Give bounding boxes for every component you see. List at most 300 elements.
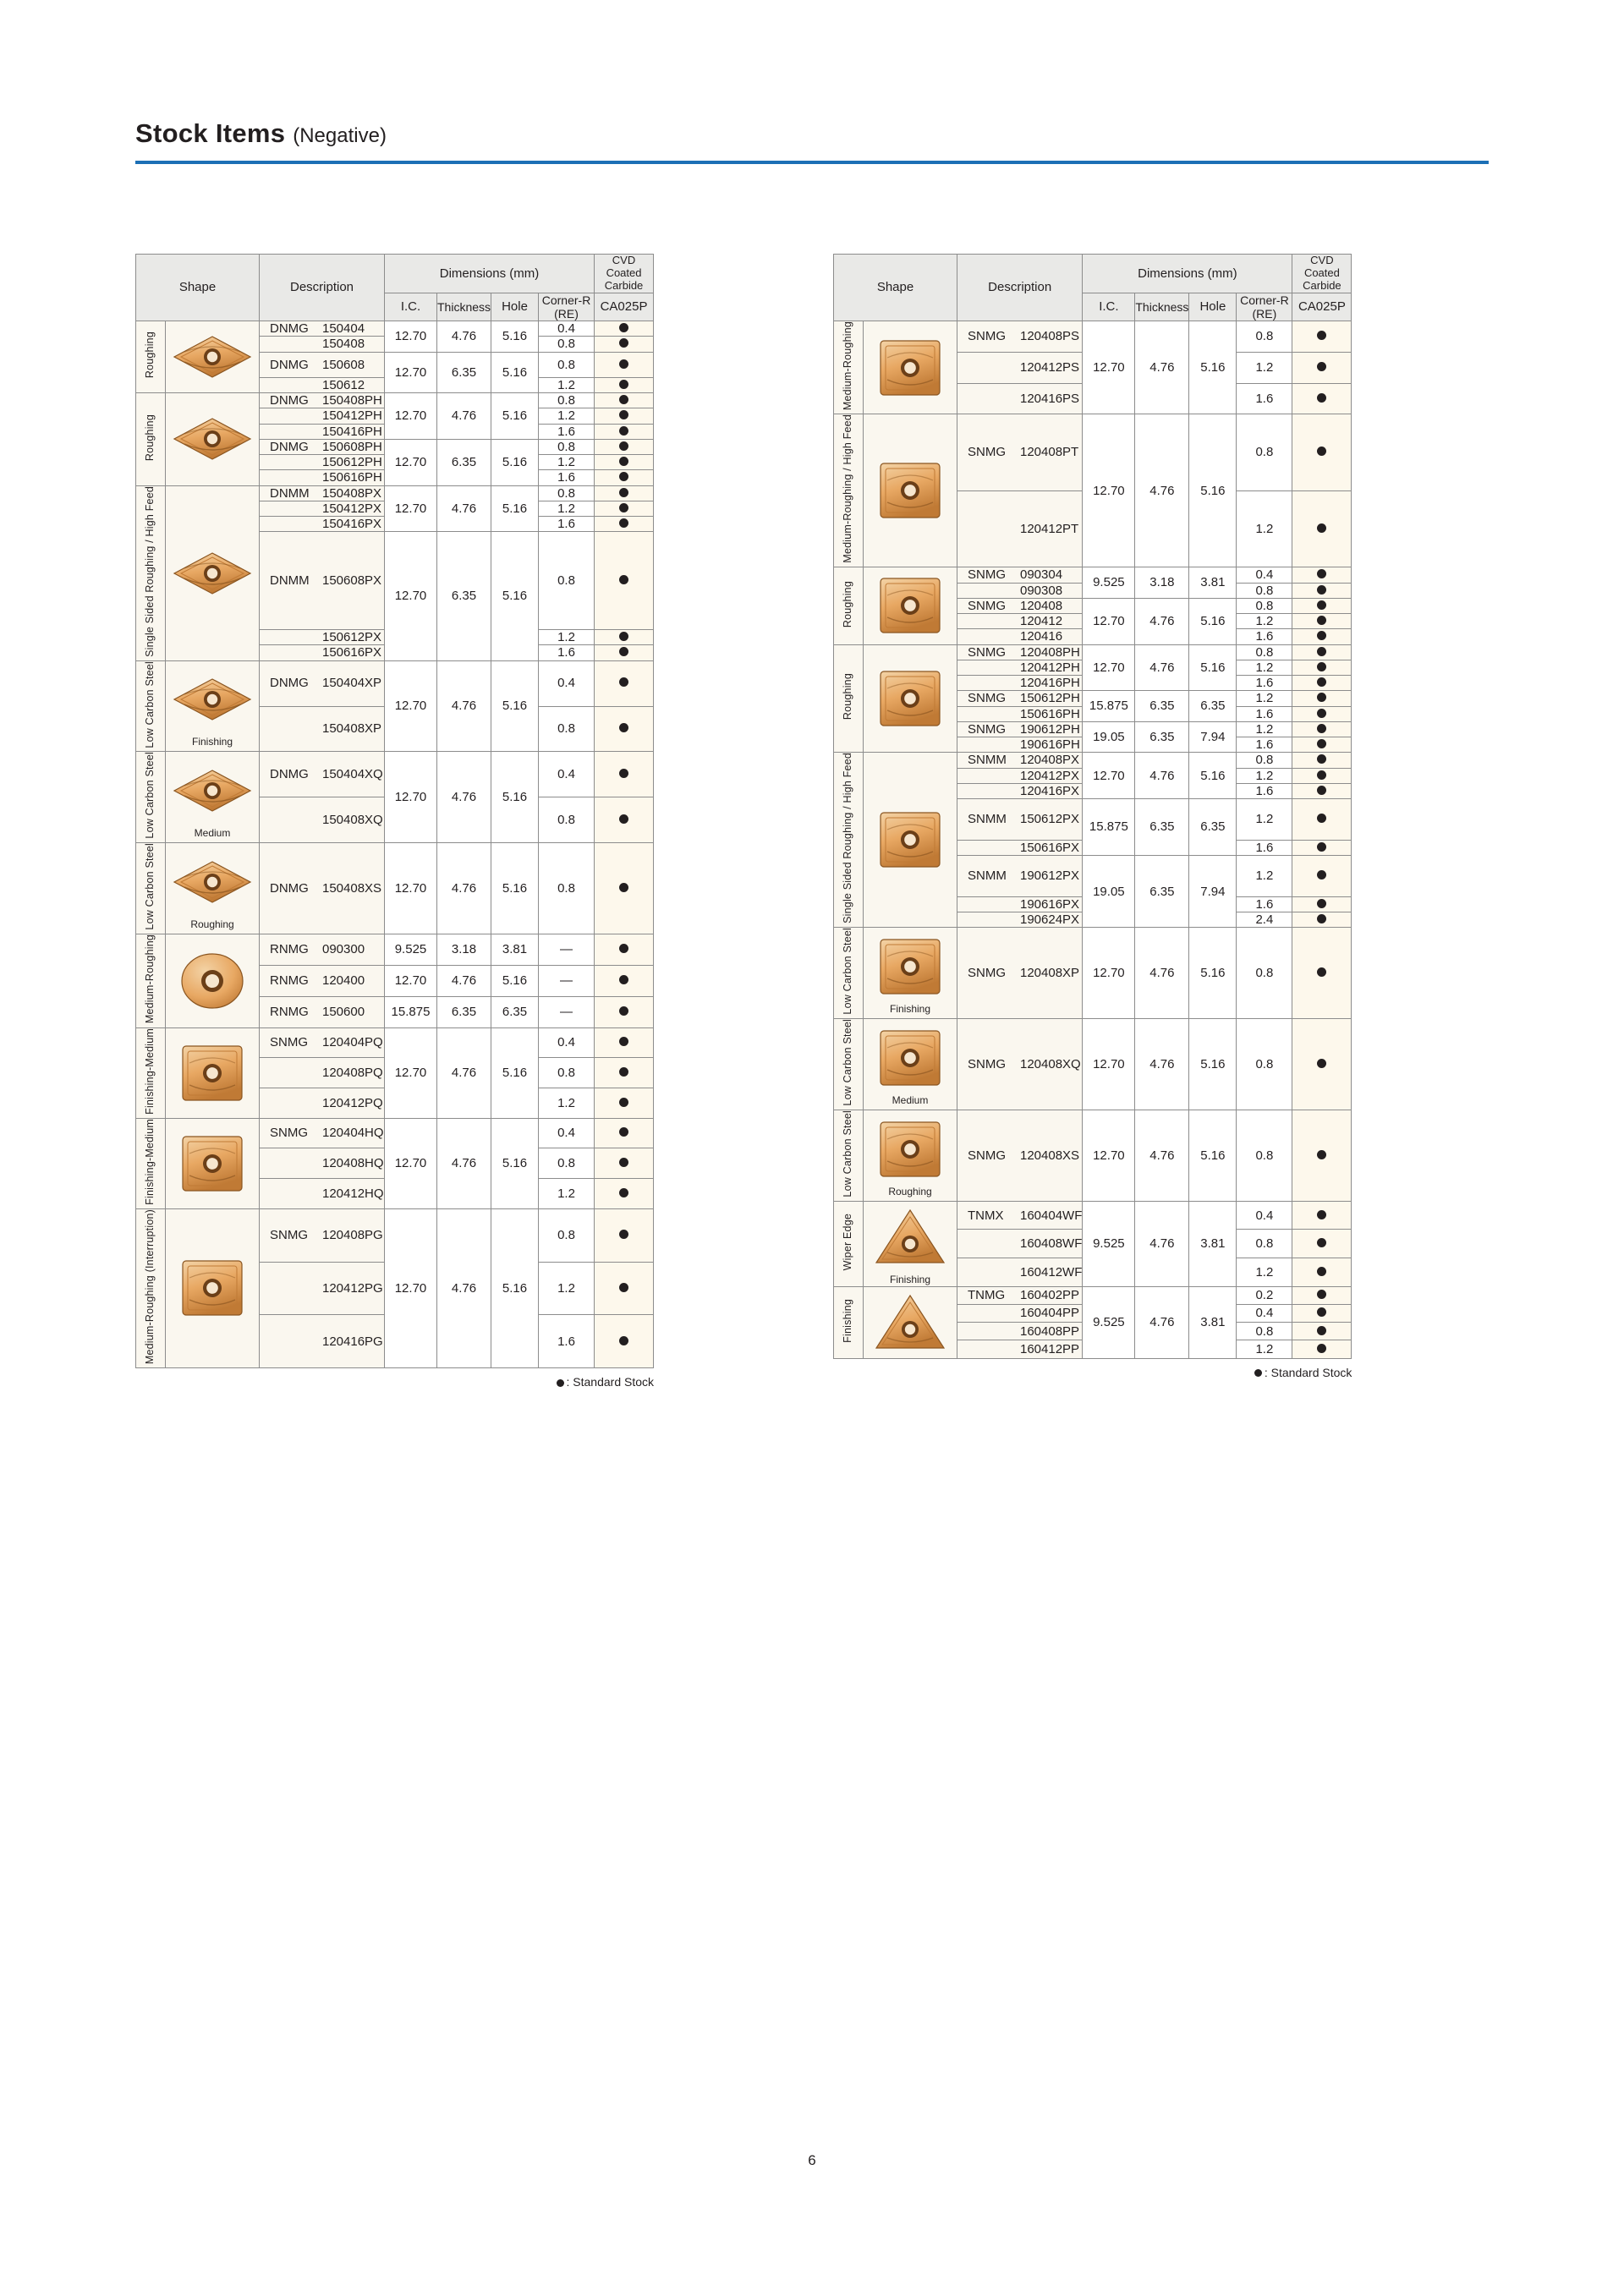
category-label: Wiper Edge xyxy=(842,1214,854,1271)
stock-status xyxy=(1292,414,1352,490)
hole-value: 5.16 xyxy=(1189,321,1237,414)
category-label: Medium-Roughing / High Feed xyxy=(842,414,854,564)
insert-code: 150608 xyxy=(322,357,365,372)
stock-status xyxy=(1292,321,1352,353)
hole-value: 5.16 xyxy=(491,532,539,660)
standard-stock-dot-icon xyxy=(1317,770,1326,780)
thickness-value: 4.76 xyxy=(1135,928,1189,1019)
standard-stock-dot-icon xyxy=(1317,393,1326,403)
insert-code: 120416PG xyxy=(322,1334,383,1349)
category-label: Roughing xyxy=(144,332,156,379)
standard-stock-dot-icon xyxy=(619,1188,628,1197)
corner-r-value: 1.2 xyxy=(539,1262,595,1315)
standard-stock-dot-icon xyxy=(1317,1238,1326,1247)
stock-status xyxy=(1292,1286,1352,1304)
standard-stock-dot-icon xyxy=(1317,616,1326,625)
insert-code: 150616PH xyxy=(1020,706,1080,721)
corner-r-value: 1.2 xyxy=(1237,691,1292,706)
insert-shape-icon xyxy=(864,1022,957,1093)
standard-stock-dot-icon xyxy=(1317,814,1326,823)
description-cell xyxy=(260,1208,385,1262)
corner-r-value: 0.4 xyxy=(1237,567,1292,583)
stock-status xyxy=(595,1118,654,1148)
ic-value: 15.875 xyxy=(1083,799,1135,856)
insert-prefix: DNMM xyxy=(270,573,310,589)
hole-value: 5.16 xyxy=(491,485,539,532)
category-label: Medium-Roughing xyxy=(842,321,854,411)
standard-stock-dot-icon xyxy=(619,1336,628,1345)
standard-stock-dot-icon xyxy=(619,769,628,778)
insert-code: 120408PQ xyxy=(322,1065,383,1080)
insert-shape-icon xyxy=(166,403,259,474)
corner-r-value: 1.2 xyxy=(1237,768,1292,783)
description-cell xyxy=(260,1262,385,1315)
description-cell xyxy=(260,532,385,630)
standard-stock-dot-icon xyxy=(619,472,628,481)
ic-value: 12.70 xyxy=(1083,598,1135,644)
insert-code: 120412PQ xyxy=(322,1095,383,1110)
description-cell xyxy=(957,753,1083,768)
ic-value: 12.70 xyxy=(1083,414,1135,567)
thickness-value: 6.35 xyxy=(1135,856,1189,928)
insert-code: 120412PG xyxy=(322,1280,383,1296)
insert-code: 150612 xyxy=(322,377,365,392)
standard-stock-dot-icon xyxy=(1317,677,1326,687)
insert-prefix: SNMG xyxy=(968,329,1006,344)
col-header-dimensions: Dimensions (mm) xyxy=(1083,255,1292,293)
shape-cell xyxy=(864,321,957,414)
corner-r-value: 1.2 xyxy=(539,630,595,645)
insert-prefix: DNMG xyxy=(270,321,309,336)
standard-stock-dot-icon xyxy=(557,1379,564,1387)
shape-illustration xyxy=(166,1038,259,1109)
hole-value: 5.16 xyxy=(491,352,539,393)
shape-cell xyxy=(166,321,260,393)
description-cell xyxy=(260,352,385,377)
stock-status xyxy=(1292,490,1352,567)
corner-r-value: — xyxy=(539,996,595,1027)
thickness-value: 4.76 xyxy=(1135,644,1189,691)
page-title-sub: (Negative) xyxy=(293,124,387,147)
col-header-grade: CA025P xyxy=(1292,293,1352,321)
insert-code: 160412PP xyxy=(1020,1341,1080,1356)
insert-code: 150612PX xyxy=(1020,812,1080,827)
insert-code: 120416 xyxy=(1020,629,1063,644)
corner-r-value: 1.2 xyxy=(539,1179,595,1209)
corner-r-value: 0.8 xyxy=(539,797,595,843)
ic-value: 12.70 xyxy=(385,439,437,485)
insert-shape-icon xyxy=(166,1038,259,1109)
col-header-shape: Shape xyxy=(834,255,957,321)
stock-status xyxy=(595,455,654,470)
ic-value: 19.05 xyxy=(1083,721,1135,753)
description-cell xyxy=(957,676,1083,691)
insert-code: 160408PP xyxy=(1020,1323,1080,1339)
stock-status xyxy=(1292,598,1352,613)
insert-code: 120400 xyxy=(322,973,365,989)
shape-label: Medium xyxy=(194,826,231,839)
standard-stock-dot-icon xyxy=(1317,1326,1326,1335)
description-cell xyxy=(957,783,1083,798)
standard-stock-dot-icon xyxy=(1317,739,1326,748)
stock-status xyxy=(595,645,654,660)
standard-stock-dot-icon xyxy=(619,359,628,369)
ic-value: 12.70 xyxy=(1083,1110,1135,1202)
shape-illustration xyxy=(864,455,957,526)
insert-code: 160404PP xyxy=(1020,1306,1080,1321)
shape-cell xyxy=(864,414,957,567)
standard-stock-dot-icon xyxy=(1317,647,1326,656)
stock-status xyxy=(595,1315,654,1368)
stock-status xyxy=(1292,753,1352,768)
col-header-hole: Hole xyxy=(1189,293,1237,321)
category-label: Medium-Roughing (Interruption) xyxy=(144,1208,156,1364)
insert-code: 150408PX xyxy=(322,485,382,501)
description-cell xyxy=(957,721,1083,737)
category-cell xyxy=(834,928,864,1019)
stock-status xyxy=(1292,1019,1352,1110)
standard-stock-dot-icon xyxy=(1317,786,1326,795)
ic-value: 12.70 xyxy=(385,843,437,934)
corner-r-value: 0.8 xyxy=(539,485,595,501)
standard-stock-dot-icon xyxy=(619,441,628,451)
corner-r-value: 1.6 xyxy=(539,517,595,532)
shape-cell xyxy=(864,753,957,928)
insert-code: 150412PX xyxy=(322,501,382,516)
table-row xyxy=(136,934,654,966)
ic-value: 12.70 xyxy=(1083,928,1135,1019)
description-cell xyxy=(957,414,1083,490)
standard-stock-dot-icon xyxy=(619,380,628,389)
shape-label: Medium xyxy=(892,1093,929,1106)
stock-status xyxy=(1292,676,1352,691)
standard-stock-dot-icon xyxy=(619,944,628,953)
stock-status xyxy=(595,337,654,352)
insert-code: 120412PT xyxy=(1020,521,1079,536)
corner-r-value: 1.6 xyxy=(1237,840,1292,855)
shape-illustration xyxy=(166,538,259,609)
hole-value: 5.16 xyxy=(491,1118,539,1208)
thickness-value: 4.76 xyxy=(1135,753,1189,799)
insert-shape-icon xyxy=(166,1128,259,1199)
standard-stock-dot-icon xyxy=(619,1037,628,1046)
corner-r-value: 0.8 xyxy=(539,706,595,752)
table-row xyxy=(136,393,654,408)
category-cell xyxy=(136,485,166,660)
insert-code: 090304 xyxy=(1020,567,1063,583)
insert-prefix: DNMG xyxy=(270,439,309,454)
category-label: Roughing xyxy=(144,414,156,461)
page-title xyxy=(135,118,1489,149)
thickness-value: 4.76 xyxy=(1135,598,1189,644)
insert-prefix: SNMG xyxy=(270,1035,308,1050)
insert-code: 120416PH xyxy=(1020,676,1080,691)
page-number: 6 xyxy=(808,2152,816,2168)
category-cell xyxy=(834,1201,864,1286)
insert-prefix: TNMG xyxy=(968,1288,1006,1303)
description-cell xyxy=(957,856,1083,897)
shape-illustration xyxy=(166,321,259,392)
stock-status xyxy=(1292,1323,1352,1340)
description-cell xyxy=(260,752,385,797)
insert-shape-icon xyxy=(864,804,957,875)
standard-stock-dot-icon xyxy=(1317,1210,1326,1219)
col-header-dimensions: Dimensions (mm) xyxy=(385,255,595,293)
corner-r-value: 0.4 xyxy=(1237,1201,1292,1230)
stock-status xyxy=(1292,896,1352,912)
insert-shape-icon xyxy=(166,945,259,1016)
stock-status xyxy=(595,1148,654,1179)
corner-r-value: 1.6 xyxy=(539,470,595,485)
standard-stock-dot-icon xyxy=(619,395,628,404)
stock-status xyxy=(595,517,654,532)
standard-stock-dot-icon xyxy=(619,338,628,348)
insert-code: 120408PX xyxy=(1020,753,1080,768)
description-cell xyxy=(260,1027,385,1058)
stock-status xyxy=(595,843,654,934)
description-cell xyxy=(260,660,385,706)
insert-shape-icon xyxy=(166,538,259,609)
thickness-value: 4.76 xyxy=(1135,414,1189,567)
description-cell xyxy=(957,629,1083,644)
description-cell xyxy=(260,1148,385,1179)
table-row xyxy=(834,928,1352,1019)
insert-code: 120408PT xyxy=(1020,445,1079,460)
table-row xyxy=(136,485,654,501)
insert-shape-icon xyxy=(864,663,957,734)
stock-status xyxy=(1292,706,1352,721)
corner-r-value: 1.2 xyxy=(1237,721,1292,737)
table-row xyxy=(136,752,654,797)
stock-status xyxy=(1292,912,1352,928)
standard-stock-dot-icon xyxy=(619,1067,628,1077)
insert-code: 120408XQ xyxy=(1020,1057,1081,1072)
insert-code: 190616PX xyxy=(1020,896,1080,912)
description-cell xyxy=(260,1118,385,1148)
description-cell xyxy=(260,377,385,392)
hole-value: 7.94 xyxy=(1189,856,1237,928)
insert-prefix: TNMX xyxy=(968,1208,1004,1223)
col-header-thickness: Thickness xyxy=(437,293,491,321)
standard-stock-dot-icon xyxy=(619,1158,628,1167)
insert-code: 160402PP xyxy=(1020,1288,1080,1303)
stock-status xyxy=(595,965,654,996)
thickness-value: 4.76 xyxy=(437,485,491,532)
shape-illustration xyxy=(864,1202,957,1286)
stock-status xyxy=(1292,737,1352,753)
corner-r-value: 0.8 xyxy=(1237,583,1292,598)
col-header-cvd: CVD Coated Carbide xyxy=(1292,255,1352,293)
shape-cell xyxy=(166,843,260,934)
category-label: Low Carbon Steel xyxy=(144,660,156,748)
insert-code: 150408 xyxy=(322,337,365,352)
insert-shape-icon xyxy=(864,570,957,641)
stock-status xyxy=(1292,768,1352,783)
thickness-value: 4.76 xyxy=(437,752,491,843)
standard-stock-dot-icon xyxy=(619,632,628,641)
corner-r-value: 0.4 xyxy=(539,321,595,337)
standard-stock-dot-icon xyxy=(619,975,628,984)
description-cell xyxy=(260,996,385,1027)
description-cell xyxy=(260,517,385,532)
thickness-value: 4.76 xyxy=(1135,1286,1189,1358)
insert-shape-icon xyxy=(864,1202,957,1273)
category-cell xyxy=(834,644,864,753)
insert-prefix: DNMG xyxy=(270,881,309,896)
table-row xyxy=(136,660,654,706)
description-cell xyxy=(957,691,1083,706)
insert-code: 120408PH xyxy=(1020,644,1080,660)
description-cell xyxy=(957,896,1083,912)
description-cell xyxy=(260,337,385,352)
standard-stock-dot-icon xyxy=(1317,331,1326,340)
corner-r-value: 1.2 xyxy=(539,455,595,470)
shape-illustration xyxy=(864,931,957,1016)
corner-r-value: 0.8 xyxy=(539,1208,595,1262)
shape-cell xyxy=(864,567,957,644)
ic-value: 12.70 xyxy=(385,1118,437,1208)
stock-status xyxy=(1292,660,1352,675)
corner-r-value: 1.2 xyxy=(1237,490,1292,567)
category-cell xyxy=(136,321,166,393)
description-cell xyxy=(260,439,385,454)
corner-r-value: 0.8 xyxy=(1237,1230,1292,1258)
description-cell xyxy=(957,352,1083,383)
insert-code: 150408PH xyxy=(322,393,382,408)
standard-stock-dot-icon xyxy=(619,503,628,512)
ic-value: 12.70 xyxy=(385,660,437,752)
standard-stock-dot-icon xyxy=(1317,709,1326,718)
thickness-value: 4.76 xyxy=(437,965,491,996)
standard-stock-dot-icon xyxy=(619,575,628,584)
ic-value: 9.525 xyxy=(1083,567,1135,599)
category-cell xyxy=(834,1110,864,1202)
stock-status xyxy=(595,485,654,501)
standard-stock-dot-icon xyxy=(619,1127,628,1137)
description-cell xyxy=(957,912,1083,928)
description-cell xyxy=(260,1315,385,1368)
stock-status xyxy=(1292,614,1352,629)
shape-cell xyxy=(166,752,260,843)
ic-value: 15.875 xyxy=(1083,691,1135,722)
left-stock-table xyxy=(135,254,654,1368)
corner-r-value: 2.4 xyxy=(1237,912,1292,928)
table-row xyxy=(834,414,1352,490)
stock-status xyxy=(595,470,654,485)
insert-prefix: RNMG xyxy=(270,1004,309,1019)
shape-cell xyxy=(864,928,957,1019)
corner-r-value: 0.4 xyxy=(539,1118,595,1148)
shape-illustration xyxy=(864,804,957,875)
category-cell xyxy=(136,752,166,843)
corner-r-value: 1.6 xyxy=(539,645,595,660)
description-cell xyxy=(957,383,1083,414)
insert-prefix: RNMG xyxy=(270,973,309,989)
insert-prefix: RNMG xyxy=(270,942,309,957)
corner-r-value: 0.8 xyxy=(539,843,595,934)
table-row xyxy=(834,567,1352,583)
standard-stock-dot-icon xyxy=(619,677,628,687)
shape-illustration xyxy=(864,1114,957,1198)
table-row xyxy=(834,1019,1352,1110)
ic-value: 15.875 xyxy=(385,996,437,1027)
col-header-grade: CA025P xyxy=(595,293,654,321)
standard-stock-dot-icon xyxy=(619,723,628,732)
insert-code: 150404XP xyxy=(322,676,382,691)
insert-shape-icon xyxy=(166,321,259,392)
standard-stock-dot-icon xyxy=(1317,631,1326,640)
corner-r-value: 0.8 xyxy=(1237,928,1292,1019)
title-rule xyxy=(135,161,1489,164)
corner-r-value: 1.2 xyxy=(1237,614,1292,629)
shape-cell xyxy=(166,485,260,660)
insert-code: 120408 xyxy=(1020,598,1063,613)
standard-stock-dot-icon xyxy=(1317,523,1326,533)
standard-stock-dot-icon xyxy=(619,457,628,466)
corner-r-value: 1.6 xyxy=(1237,737,1292,753)
hole-value: 5.16 xyxy=(491,752,539,843)
description-cell xyxy=(260,1088,385,1118)
standard-stock-dot-icon xyxy=(619,1283,628,1292)
description-cell xyxy=(260,706,385,752)
thickness-value: 4.76 xyxy=(1135,321,1189,414)
insert-prefix: SNMM xyxy=(968,869,1007,884)
insert-code: 190612PH xyxy=(1020,721,1080,737)
shape-cell xyxy=(864,1019,957,1110)
insert-prefix: DNMG xyxy=(270,357,309,372)
table-row xyxy=(136,1208,654,1262)
corner-r-value: 1.6 xyxy=(1237,676,1292,691)
corner-r-value: 1.2 xyxy=(1237,660,1292,675)
insert-code: 150416PX xyxy=(322,517,382,531)
standard-stock-dot-icon xyxy=(619,518,628,528)
ic-value: 12.70 xyxy=(1083,321,1135,414)
stock-status xyxy=(595,1058,654,1088)
hole-value: 5.16 xyxy=(1189,1019,1237,1110)
description-cell xyxy=(957,1340,1083,1358)
corner-r-value: 0.8 xyxy=(539,1058,595,1088)
category-cell xyxy=(136,843,166,934)
corner-r-value: 0.8 xyxy=(539,439,595,454)
table-row xyxy=(834,753,1352,768)
insert-code: 120412PX xyxy=(1020,768,1080,783)
right-stock-table xyxy=(833,254,1352,1359)
stock-status xyxy=(1292,1201,1352,1230)
description-cell xyxy=(957,706,1083,721)
shape-cell xyxy=(864,644,957,753)
insert-prefix: SNMG xyxy=(968,644,1006,660)
standard-stock-dot-icon xyxy=(619,488,628,497)
corner-r-value: 1.2 xyxy=(1237,1258,1292,1287)
stock-status xyxy=(595,1208,654,1262)
standard-stock-dot-icon xyxy=(1317,693,1326,702)
stock-status xyxy=(1292,1110,1352,1202)
description-cell xyxy=(260,501,385,516)
insert-code: 120412PS xyxy=(1020,360,1080,375)
category-cell xyxy=(834,1019,864,1110)
stock-status xyxy=(1292,1258,1352,1287)
corner-r-value: 0.8 xyxy=(1237,1110,1292,1202)
table-row xyxy=(834,1201,1352,1230)
corner-r-value: 0.8 xyxy=(1237,753,1292,768)
standard-stock-dot-icon xyxy=(1317,447,1326,456)
legend-left xyxy=(135,1375,654,1389)
description-cell xyxy=(957,598,1083,613)
hole-value: 6.35 xyxy=(1189,799,1237,856)
corner-r-value: 0.8 xyxy=(1237,598,1292,613)
description-cell xyxy=(957,737,1083,753)
standard-stock-dot-icon xyxy=(619,814,628,824)
